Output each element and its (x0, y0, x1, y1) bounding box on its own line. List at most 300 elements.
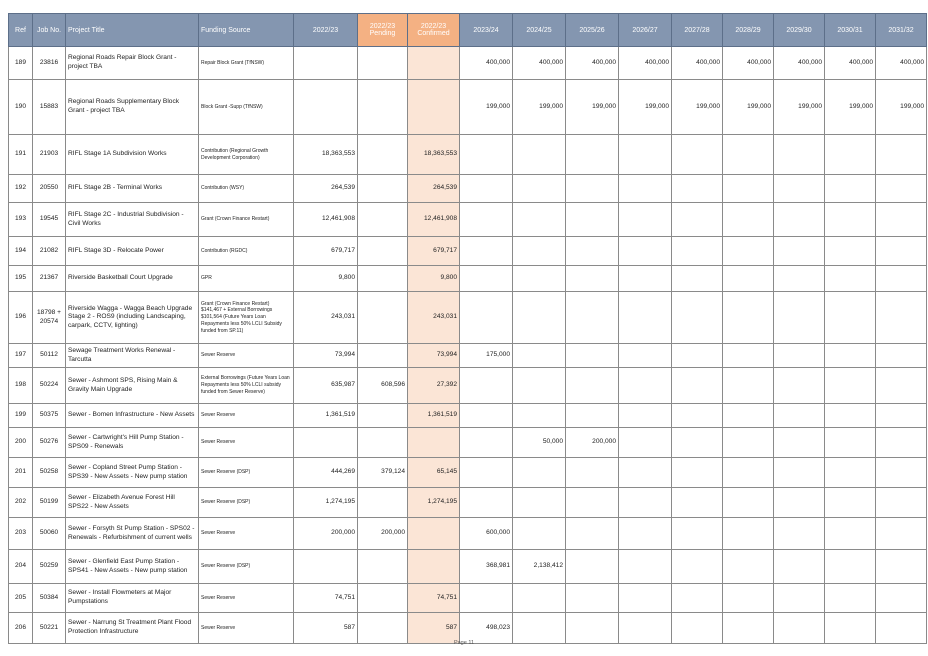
cell-2025-26 (566, 550, 619, 584)
cell-2026-27 (619, 550, 672, 584)
cell-project-title: Sewer - Narrung St Treatment Plant Flood Protection Infrastructure (66, 613, 199, 644)
cell-2027-28 (672, 550, 723, 584)
cell-2022-23: 679,717 (294, 237, 358, 266)
cell-2030-31 (825, 584, 876, 613)
cell-2022-23-pending (358, 584, 408, 613)
cell-2031-32 (876, 404, 927, 428)
cell-2022-23-pending (358, 237, 408, 266)
cell-2022-23-pending (358, 428, 408, 458)
cell-2029-30 (774, 458, 825, 488)
cell-ref: 203 (9, 518, 33, 550)
cell-2030-31 (825, 518, 876, 550)
cell-2028-29 (723, 266, 774, 292)
cell-2023-24 (460, 404, 513, 428)
table-body (9, 47, 927, 644)
cell-2022-23-pending (358, 488, 408, 518)
cell-2026-27 (619, 428, 672, 458)
cell-2023-24 (460, 428, 513, 458)
col-header-2027-28: 2027/28 (672, 14, 723, 47)
cell-2023-24: 175,000 (460, 344, 513, 368)
col-header-ref: Ref (9, 14, 33, 47)
col-header-2026-27: 2026/27 (619, 14, 672, 47)
cell-2030-31 (825, 404, 876, 428)
cell-2027-28: 400,000 (672, 47, 723, 80)
cell-2022-23-pending (358, 135, 408, 175)
cell-funding-source: Sewer Reserve (199, 428, 294, 458)
cell-funding-source: Sewer Reserve (199, 584, 294, 613)
cell-2023-24 (460, 292, 513, 344)
cell-2022-23-pending (358, 203, 408, 237)
cell-2022-23: 1,361,519 (294, 404, 358, 428)
cell-2029-30 (774, 135, 825, 175)
page-number: Page 11 (453, 640, 475, 646)
cell-2026-27 (619, 175, 672, 203)
cell-2022-23-confirmed (408, 428, 460, 458)
cell-2024-25: 199,000 (513, 80, 566, 135)
cell-2027-28: 199,000 (672, 80, 723, 135)
table-row (9, 613, 927, 644)
cell-2028-29 (723, 428, 774, 458)
cell-project-title: Sewer - Forsyth St Pump Station - SPS02 - Renewals - Refurbishment of current wells (66, 518, 199, 550)
table-row (9, 266, 927, 292)
cell-job-no: 50060 (33, 518, 66, 550)
cell-2029-30 (774, 584, 825, 613)
cell-2031-32 (876, 613, 927, 644)
cell-2024-25 (513, 266, 566, 292)
cell-ref: 201 (9, 458, 33, 488)
table-row (9, 550, 927, 584)
table-row (9, 203, 927, 237)
cell-ref: 193 (9, 203, 33, 237)
cell-ref: 202 (9, 488, 33, 518)
table-row (9, 518, 927, 550)
cell-2027-28 (672, 292, 723, 344)
cell-2031-32: 400,000 (876, 47, 927, 80)
cell-2024-25 (513, 203, 566, 237)
cell-job-no: 50224 (33, 368, 66, 404)
cell-2030-31 (825, 135, 876, 175)
cell-2024-25: 2,138,412 (513, 550, 566, 584)
cell-2026-27 (619, 266, 672, 292)
cell-2022-23-confirmed: 587 (408, 613, 460, 644)
cell-project-title: Sewer - Bomen Infrastructure - New Assets (66, 404, 199, 428)
cell-ref: 200 (9, 428, 33, 458)
cell-2022-23: 200,000 (294, 518, 358, 550)
cell-2022-23-pending (358, 175, 408, 203)
table-row (9, 428, 927, 458)
cell-funding-source: Contribution (Regional Growth Development Corporation) (199, 135, 294, 175)
cell-job-no: 21367 (33, 266, 66, 292)
cell-funding-source: Sewer Reserve (DSP) (199, 550, 294, 584)
cell-2028-29 (723, 613, 774, 644)
cell-2030-31 (825, 237, 876, 266)
cell-2022-23-confirmed: 1,361,519 (408, 404, 460, 428)
cell-2022-23: 444,269 (294, 458, 358, 488)
cell-2023-24 (460, 135, 513, 175)
cell-2022-23: 243,031 (294, 292, 358, 344)
cell-2024-25 (513, 237, 566, 266)
cell-2022-23-confirmed: 9,800 (408, 266, 460, 292)
cell-2030-31: 400,000 (825, 47, 876, 80)
cell-job-no: 50258 (33, 458, 66, 488)
cell-2028-29 (723, 518, 774, 550)
cell-2022-23-confirmed (408, 80, 460, 135)
cell-project-title: Riverside Wagga - Wagga Beach Upgrade Stage 2 - ROS9 (including Landscaping, carpark, CCTV, lighting) (66, 292, 199, 344)
cell-project-title: Sewer - Cartwright's Hill Pump Station - SPS09 - Renewals (66, 428, 199, 458)
col-header-funding-source: Funding Source (199, 14, 294, 47)
cell-2028-29 (723, 404, 774, 428)
table-row (9, 237, 927, 266)
cell-project-title: Sewer - Glenfield East Pump Station - SPS41 - New Assets - New pump station (66, 550, 199, 584)
col-header-2030-31: 2030/31 (825, 14, 876, 47)
cell-2029-30 (774, 404, 825, 428)
cell-job-no: 50259 (33, 550, 66, 584)
cell-2028-29 (723, 292, 774, 344)
cell-job-no: 50221 (33, 613, 66, 644)
cell-2026-27 (619, 135, 672, 175)
cell-2027-28 (672, 458, 723, 488)
cell-2024-25 (513, 613, 566, 644)
cell-2025-26 (566, 488, 619, 518)
cell-2027-28 (672, 175, 723, 203)
cell-2022-23: 1,274,195 (294, 488, 358, 518)
cell-2026-27 (619, 368, 672, 404)
cell-ref: 204 (9, 550, 33, 584)
cell-2030-31 (825, 175, 876, 203)
cell-job-no: 23816 (33, 47, 66, 80)
cell-2029-30 (774, 368, 825, 404)
cell-funding-source: Contribution (WSY) (199, 175, 294, 203)
cell-2029-30 (774, 550, 825, 584)
cell-2024-25 (513, 135, 566, 175)
cell-2030-31 (825, 266, 876, 292)
cell-2022-23-pending: 608,596 (358, 368, 408, 404)
cell-2031-32 (876, 368, 927, 404)
cell-2025-26 (566, 266, 619, 292)
cell-job-no: 19545 (33, 203, 66, 237)
cell-2024-25 (513, 175, 566, 203)
cell-2023-24 (460, 368, 513, 404)
cell-ref: 189 (9, 47, 33, 80)
cell-2022-23-pending (358, 266, 408, 292)
cell-2031-32 (876, 203, 927, 237)
cell-2031-32 (876, 458, 927, 488)
cell-job-no: 15883 (33, 80, 66, 135)
cell-2026-27 (619, 292, 672, 344)
cell-2022-23: 74,751 (294, 584, 358, 613)
cell-2030-31 (825, 292, 876, 344)
cell-2024-25 (513, 518, 566, 550)
cell-project-title: Sewer - Elizabeth Avenue Forest Hill SPS22 - New Assets (66, 488, 199, 518)
cell-2028-29 (723, 135, 774, 175)
cell-2029-30 (774, 203, 825, 237)
table-row (9, 488, 927, 518)
cell-2027-28 (672, 368, 723, 404)
cell-ref: 196 (9, 292, 33, 344)
cell-funding-source: GPR (199, 266, 294, 292)
cell-2024-25 (513, 344, 566, 368)
table-row (9, 344, 927, 368)
table-row (9, 175, 927, 203)
cell-2028-29 (723, 488, 774, 518)
cell-2031-32: 199,000 (876, 80, 927, 135)
cell-2023-24 (460, 584, 513, 613)
cell-ref: 198 (9, 368, 33, 404)
cell-2022-23-pending (358, 47, 408, 80)
cell-2025-26 (566, 613, 619, 644)
cell-2028-29 (723, 203, 774, 237)
cell-funding-source: External Borrowings (Future Years Loan Repayments less 50% LCLI subsidy funded from Sewer Reserve) (199, 368, 294, 404)
cell-2029-30 (774, 292, 825, 344)
cell-2023-24: 600,000 (460, 518, 513, 550)
cell-2022-23-confirmed: 73,994 (408, 344, 460, 368)
cell-2022-23-confirmed: 27,392 (408, 368, 460, 404)
cell-2026-27 (619, 488, 672, 518)
cell-project-title: RIFL Stage 3D - Relocate Power (66, 237, 199, 266)
cell-2022-23 (294, 550, 358, 584)
cell-2022-23: 73,994 (294, 344, 358, 368)
cell-2031-32 (876, 518, 927, 550)
col-header-2029-30: 2029/30 (774, 14, 825, 47)
cell-2027-28 (672, 237, 723, 266)
cell-2022-23 (294, 47, 358, 80)
cell-2030-31 (825, 428, 876, 458)
cell-2026-27 (619, 518, 672, 550)
cell-2023-24 (460, 175, 513, 203)
cell-2022-23: 9,800 (294, 266, 358, 292)
cell-2029-30 (774, 266, 825, 292)
cell-project-title: Sewer - Ashmont SPS, Rising Main & Gravity Main Upgrade (66, 368, 199, 404)
cell-2022-23-confirmed: 12,461,908 (408, 203, 460, 237)
cell-2030-31 (825, 550, 876, 584)
cell-2025-26 (566, 458, 619, 488)
cell-2027-28 (672, 518, 723, 550)
cell-2025-26: 199,000 (566, 80, 619, 135)
cell-2031-32 (876, 584, 927, 613)
cell-2031-32 (876, 344, 927, 368)
cell-2027-28 (672, 266, 723, 292)
cell-2022-23-pending (358, 80, 408, 135)
cell-2026-27 (619, 458, 672, 488)
cell-2024-25 (513, 488, 566, 518)
cell-project-title: RIFL Stage 2B - Terminal Works (66, 175, 199, 203)
cell-2022-23: 12,461,908 (294, 203, 358, 237)
cell-project-title: RIFL Stage 2C - Industrial Subdivision - Civil Works (66, 203, 199, 237)
cell-funding-source: Grant (Crown Finance Restart) $141,467 + External Borrowings $101,564 (Future Years Loan Repayments less 50% LCLI Subsidy funded from SP.11) (199, 292, 294, 344)
table-row (9, 458, 927, 488)
cell-2028-29 (723, 237, 774, 266)
cell-2025-26 (566, 404, 619, 428)
cell-2031-32 (876, 550, 927, 584)
cell-2022-23: 587 (294, 613, 358, 644)
cell-2022-23-confirmed (408, 518, 460, 550)
header-row (9, 14, 927, 47)
cell-funding-source: Sewer Reserve (199, 344, 294, 368)
cell-2030-31 (825, 613, 876, 644)
cell-job-no: 50112 (33, 344, 66, 368)
cell-2026-27 (619, 613, 672, 644)
cell-2022-23: 264,539 (294, 175, 358, 203)
cell-2024-25: 50,000 (513, 428, 566, 458)
col-header-2023-24: 2023/24 (460, 14, 513, 47)
capital-works-table (8, 13, 927, 644)
cell-job-no: 18798 + 20574 (33, 292, 66, 344)
col-header-2022-23-confirmed: 2022/23 Confirmed (408, 14, 460, 47)
cell-2029-30 (774, 613, 825, 644)
cell-2022-23-pending: 379,124 (358, 458, 408, 488)
table-row (9, 80, 927, 135)
cell-2022-23: 18,363,553 (294, 135, 358, 175)
cell-2025-26 (566, 344, 619, 368)
cell-2028-29 (723, 175, 774, 203)
cell-2024-25 (513, 404, 566, 428)
cell-2022-23 (294, 80, 358, 135)
cell-2022-23-confirmed: 18,363,553 (408, 135, 460, 175)
cell-2022-23-confirmed: 1,274,195 (408, 488, 460, 518)
cell-2026-27: 199,000 (619, 80, 672, 135)
cell-ref: 192 (9, 175, 33, 203)
cell-ref: 191 (9, 135, 33, 175)
cell-2025-26 (566, 368, 619, 404)
col-header-2022-23-pending: 2022/23 Pending (358, 14, 408, 47)
cell-2023-24 (460, 203, 513, 237)
cell-2031-32 (876, 488, 927, 518)
cell-2027-28 (672, 428, 723, 458)
cell-ref: 199 (9, 404, 33, 428)
cell-2026-27 (619, 344, 672, 368)
cell-2029-30 (774, 518, 825, 550)
cell-2028-29: 199,000 (723, 80, 774, 135)
cell-2022-23-confirmed (408, 550, 460, 584)
cell-2022-23-pending (358, 613, 408, 644)
cell-job-no: 20550 (33, 175, 66, 203)
cell-2027-28 (672, 344, 723, 368)
cell-2026-27 (619, 237, 672, 266)
cell-funding-source: Sewer Reserve (DSP) (199, 458, 294, 488)
cell-ref: 194 (9, 237, 33, 266)
cell-2025-26 (566, 175, 619, 203)
cell-2028-29 (723, 368, 774, 404)
cell-2030-31 (825, 344, 876, 368)
cell-2024-25 (513, 368, 566, 404)
cell-2031-32 (876, 135, 927, 175)
cell-2030-31 (825, 368, 876, 404)
cell-project-title: Regional Roads Repair Block Grant - project TBA (66, 47, 199, 80)
cell-2024-25 (513, 292, 566, 344)
cell-2025-26 (566, 584, 619, 613)
col-header-2024-25: 2024/25 (513, 14, 566, 47)
cell-2030-31 (825, 458, 876, 488)
cell-2025-26: 400,000 (566, 47, 619, 80)
cell-2023-24 (460, 266, 513, 292)
cell-2022-23-pending (358, 404, 408, 428)
cell-ref: 205 (9, 584, 33, 613)
cell-2030-31 (825, 488, 876, 518)
cell-2027-28 (672, 584, 723, 613)
cell-2027-28 (672, 404, 723, 428)
cell-2022-23-pending: 200,000 (358, 518, 408, 550)
cell-2027-28 (672, 488, 723, 518)
cell-2031-32 (876, 175, 927, 203)
cell-2025-26: 200,000 (566, 428, 619, 458)
cell-project-title: Sewer - Copland Street Pump Station - SPS39 - New Assets - New pump station (66, 458, 199, 488)
cell-2031-32 (876, 292, 927, 344)
cell-2026-27 (619, 584, 672, 613)
cell-ref: 190 (9, 80, 33, 135)
cell-2029-30: 199,000 (774, 80, 825, 135)
cell-job-no: 21903 (33, 135, 66, 175)
cell-2028-29 (723, 550, 774, 584)
cell-2022-23-confirmed: 264,539 (408, 175, 460, 203)
cell-2029-30: 400,000 (774, 47, 825, 80)
cell-project-title: Sewer - Install Flowmeters at Major Pumpstations (66, 584, 199, 613)
cell-funding-source: Repair Block Grant (TfNSW) (199, 47, 294, 80)
cell-2028-29 (723, 344, 774, 368)
cell-2022-23-pending (358, 292, 408, 344)
cell-2030-31: 199,000 (825, 80, 876, 135)
cell-2028-29 (723, 584, 774, 613)
cell-2022-23-confirmed: 679,717 (408, 237, 460, 266)
col-header-job-no: Job No. (33, 14, 66, 47)
cell-2031-32 (876, 237, 927, 266)
cell-job-no: 50199 (33, 488, 66, 518)
cell-2024-25 (513, 584, 566, 613)
cell-2025-26 (566, 135, 619, 175)
cell-2022-23-confirmed: 65,145 (408, 458, 460, 488)
cell-ref: 206 (9, 613, 33, 644)
col-header-2025-26: 2025/26 (566, 14, 619, 47)
col-header-2031-32: 2031/32 (876, 14, 927, 47)
cell-2025-26 (566, 203, 619, 237)
cell-2023-24 (460, 488, 513, 518)
cell-2023-24 (460, 458, 513, 488)
cell-2027-28 (672, 135, 723, 175)
cell-2031-32 (876, 428, 927, 458)
col-header-project-title: Project Title (66, 14, 199, 47)
cell-ref: 197 (9, 344, 33, 368)
cell-job-no: 50375 (33, 404, 66, 428)
cell-2026-27 (619, 404, 672, 428)
col-header-2022-23: 2022/23 (294, 14, 358, 47)
cell-2023-24: 199,000 (460, 80, 513, 135)
cell-2027-28 (672, 203, 723, 237)
table-row (9, 292, 927, 344)
table-row (9, 47, 927, 80)
cell-2031-32 (876, 266, 927, 292)
cell-2028-29 (723, 458, 774, 488)
cell-2025-26 (566, 237, 619, 266)
cell-2026-27: 400,000 (619, 47, 672, 80)
cell-2029-30 (774, 488, 825, 518)
cell-project-title: Riverside Basketball Court Upgrade (66, 266, 199, 292)
cell-2023-24: 400,000 (460, 47, 513, 80)
cell-project-title: Sewage Treatment Works Renewal - Tarcutta (66, 344, 199, 368)
cell-2023-24 (460, 237, 513, 266)
cell-ref: 195 (9, 266, 33, 292)
cell-2022-23-pending (358, 344, 408, 368)
cell-2022-23-confirmed: 74,751 (408, 584, 460, 613)
cell-funding-source: Sewer Reserve (199, 613, 294, 644)
table-row (9, 584, 927, 613)
cell-project-title: RIFL Stage 1A Subdivision Works (66, 135, 199, 175)
cell-2022-23: 635,987 (294, 368, 358, 404)
cell-job-no: 50384 (33, 584, 66, 613)
cell-2029-30 (774, 428, 825, 458)
cell-2030-31 (825, 203, 876, 237)
cell-2029-30 (774, 237, 825, 266)
cell-2024-25 (513, 458, 566, 488)
cell-2022-23-confirmed: 243,031 (408, 292, 460, 344)
